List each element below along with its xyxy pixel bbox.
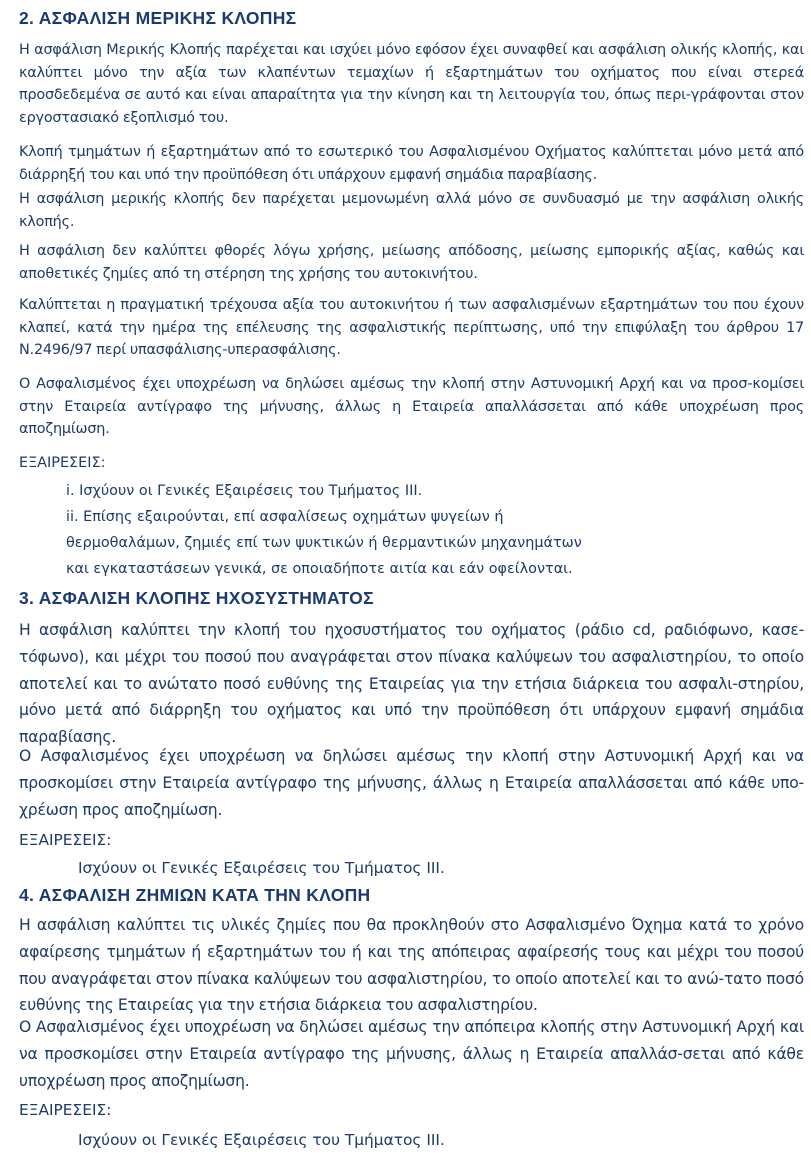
section-2-paragraph-4: Η ασφάλιση δεν καλύπτει φθορές λόγω χρήσης, μείωσης απόδοσης, μείωσης εμπορικής αξίας, καθώς και αποθετικές ζημίες από τη στέρηση της χρήσης του αυτοκινήτου. [19, 243, 804, 282]
section-2-exclusion-2-line-3: και εγκαταστάσεων γενικά, σε οποιαδήποτε αιτία και εάν οφείλονται. [66, 561, 573, 577]
section-2-title: 2. ΑΣΦΑΛΙΣΗ ΜΕΡΙΚΗΣ ΚΛΟΠΗΣ [19, 8, 297, 28]
section-4-paragraph-2: Ο Ασφαλισμένος έχει υποχρέωση να δηλώσει αμέσως την απόπειρα κλοπής στην Αστυνομική Αρχή και να προσκομίσει στην Εταιρεία αντίγραφο της μήνυσης, άλλως η Εταιρεία απαλλάσ-σεται από κάθε υποχρέωση προς αποζημίωση. [19, 1018, 804, 1090]
section-2-exclusion-2: ii. Επίσης εξαιρούνται, επί ασφαλίσεως οχημάτων ψυγείων ή [66, 509, 504, 525]
section-4-title: 4. ΑΣΦΑΛΙΣΗ ΖΗΜΙΩΝ ΚΑΤΑ ΤΗΝ ΚΛΟΠΗ [19, 885, 371, 905]
section-3-title: 3. ΑΣΦΑΛΙΣΗ ΚΛΟΠΗΣ ΗΧΟΣΥΣΤΗΜΑΤΟΣ [19, 588, 374, 608]
section-2-exclusions-label: ΕΞΑΙΡΕΣΕΙΣ: [19, 455, 106, 471]
section-2-paragraph-6: Ο Ασφαλισμένος έχει υποχρέωση να δηλώσει αμέσως την κλοπή στην Αστυνομική Αρχή και να προσ-κομίσει στην Εταιρεία αντίγραφο της μήνυσης, άλλως η Εταιρεία απαλλάσσεται από κάθε υποχρέωση προς αποζημίωση. [19, 376, 804, 438]
section-3-paragraph-2: Ο Ασφαλισμένος έχει υποχρέωση να δηλώσει αμέσως την κλοπή στην Αστυνομική Αρχή και να προσκομίσει στην Εταιρεία αντίγραφο της μήνυσης, άλλως η Εταιρεία απαλλάσσεται από κάθε υπο-χρέωση προς αποζημίωση. [19, 747, 804, 819]
section-4-paragraph-1: Η ασφάλιση καλύπτει τις υλικές ζημίες που θα προκληθούν στο Ασφαλισμένο Όχημα κατά το χρόνο αφαίρεσης τμημάτων ή εξαρτημάτων του ή και της απόπειρας αφαίρεσής τους και μέχρι του ποσού που αναγράφεται στον πίνακα καλύψεων του ασφαλιστηρίου, το οποίο αποτελεί και το ανώ-τατο ποσό ευθύνης της Εταιρείας για την ετήσια διάρκεια του ασφαλιστηρίου. [19, 916, 804, 1015]
section-2-paragraph-2: Κλοπή τμημάτων ή εξαρτημάτων από το εσωτερικό του Ασφαλισμένου Οχήματος καλύπτεται μόνο μετά από διάρρηξή του και υπό την προϋπόθεση ότι υπάρχουν εμφανή σημάδια παραβίασης. [19, 144, 804, 183]
section-2-paragraph-1: Η ασφάλιση Μερικής Κλοπής παρέχεται και ισχύει μόνο εφόσον έχει συναφθεί και ασφάλιση ολικής κλοπής, και καλύπτει μόνο την αξία των κλαπέντων τεμαχίων ή εξαρτημάτων του οχήματος που είναι στερεά προσδεδεμένα σε αυτό και είναι απαραίτητα για την κίνηση και τη λειτουργία του, όπως περι-γράφονται στον εργοστασιακό εξοπλισμό του. [19, 42, 804, 126]
section-4-exclusion-1: Ισχύουν οι Γενικές Εξαιρέσεις του Τμήματος ΙΙΙ. [78, 1131, 445, 1149]
section-2-exclusion-2-line-2: θερμοθαλάμων, ζημιές επί των ψυκτικών ή θερμαντικών μηχανημάτων [66, 535, 582, 551]
section-3-exclusion-1: Ισχύουν οι Γενικές Εξαιρέσεις του Τμήματος ΙΙΙ. [78, 859, 445, 877]
section-2-paragraph-5: Καλύπτεται η πραγματική τρέχουσα αξία του αυτοκινήτου ή των ασφαλισμένων εξαρτημάτων του που έχουν κλαπεί, κατά την ημέρα της επέλευσης της ασφαλιστικής περίπτωσης, υπό την επιφύλαξη του άρθρου 17 Ν.2496/97 περί υπασφάλισης-υπερασφάλισης. [19, 297, 804, 359]
section-4-exclusions-label: ΕΞΑΙΡΕΣΕΙΣ: [19, 1101, 112, 1119]
section-3-exclusions-label: ΕΞΑΙΡΕΣΕΙΣ: [19, 831, 112, 849]
section-2-paragraph-3: Η ασφάλιση μερικής κλοπής δεν παρέχεται μεμονωμένη αλλά μόνο σε συνδυασμό με την ασφάλιση ολικής κλοπής. [19, 191, 804, 230]
section-2-exclusion-1: i. Ισχύουν οι Γενικές Εξαιρέσεις του Τμήματος ΙΙΙ. [66, 483, 423, 499]
section-3-paragraph-1: Η ασφάλιση καλύπτει την κλοπή του ηχοσυστήματος του οχήματος (ράδιο cd, ραδιόφωνο, κασε-τόφωνο), και μέχρι του ποσού που αναγράφεται στον πίνακα καλύψεων του ασφαλιστηρίου, το οποίο αποτελεί και το ανώτατο ποσό ευθύνης της Εταιρείας για την ετήσια διάρκεια του ασφαλι-στηρίου, μόνο μετά από διάρρηξη του οχήματος και υπό την προϋπόθεση ότι υπάρχουν εμφανή σημάδια παραβίασης. [19, 621, 804, 747]
